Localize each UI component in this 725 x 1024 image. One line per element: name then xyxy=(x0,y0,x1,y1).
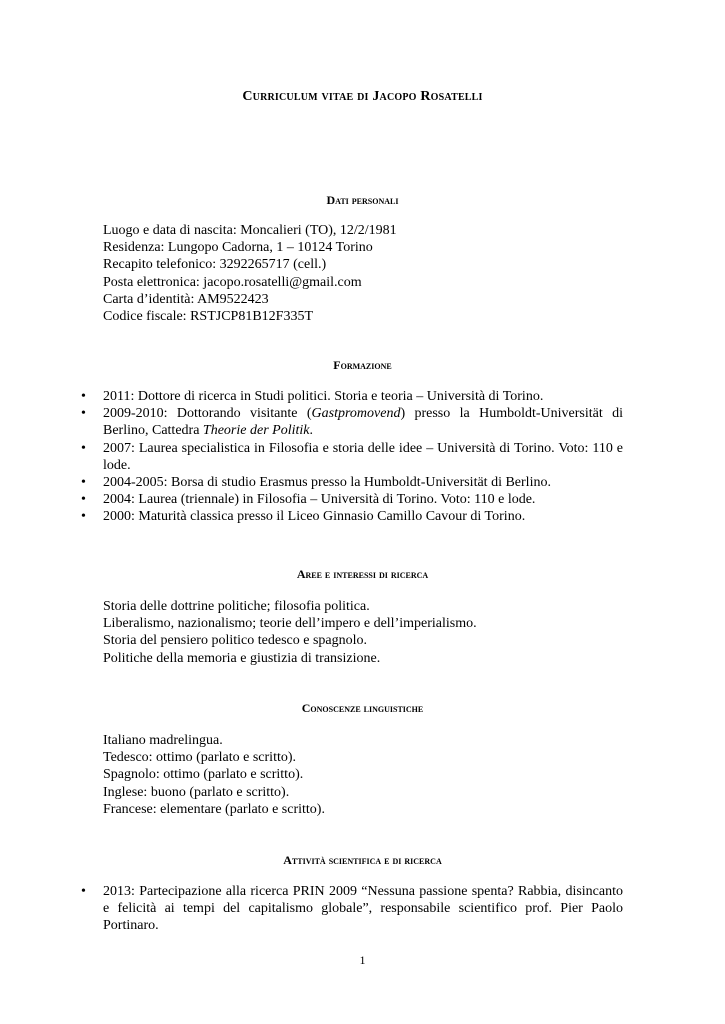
list-item: • 2007: Laurea specialistica in Filosofia e storia delle idee – Università di Torino. Voto: 110 e lode. xyxy=(103,440,623,474)
personal-line: Posta elettronica: jacopo.rosatelli@gmail.com xyxy=(103,274,362,290)
language-line: Tedesco: ottimo (parlato e scritto). xyxy=(103,750,297,766)
education-italic-term: Gastpromovend xyxy=(311,406,401,422)
education-list xyxy=(103,388,623,526)
personal-data-block xyxy=(103,222,623,325)
list-item xyxy=(103,405,623,439)
language-line: Inglese: buono (parlato e scritto). xyxy=(103,784,290,800)
list-item: • 2004-2005: Borsa di studio Erasmus presso la Humboldt-Universität di Berlino. xyxy=(103,474,623,491)
personal-line: Carta d’identità: AM9522423 xyxy=(103,291,269,307)
research-line: Liberalismo, nazionalismo; teorie dell’impero e dell’imperialismo. xyxy=(103,616,477,632)
education-text: ) presso la Humboldt-Universität di Berlino, Cattedra xyxy=(103,406,624,439)
list-item: • 2000: Maturità classica presso il Liceo Ginnasio Camillo Cavour di Torino. xyxy=(103,508,623,525)
list-item: • 2013: Partecipazione alla ricerca PRIN 2009 “Nessuna passione spenta? Rabbia, disincanto e felicità ai tempi del capitalismo globale”, responsabile scientifico prof. Pier Paolo Portinaro. xyxy=(103,883,623,935)
personal-line: Luogo e data di nascita: Moncalieri (TO), 12/2/1981 xyxy=(103,223,397,238)
activity-list xyxy=(103,883,623,935)
page-title: Curriculum vitae di Jacopo Rosatelli xyxy=(242,89,483,104)
education-text: . xyxy=(309,423,313,439)
list-item: • 2011: Dottore di ricerca in Studi politici. Storia e teoria – Università di Torino. xyxy=(103,388,623,405)
personal-line: Residenza: Lungopo Cadorna, 1 – 10124 Torino xyxy=(103,240,373,256)
research-line: Politiche della memoria e giustizia di transizione. xyxy=(103,650,381,666)
research-line: Storia delle dottrine politiche; filosofia politica. xyxy=(103,599,370,614)
section-heading-languages: Conoscenze linguistiche xyxy=(301,701,424,715)
section-heading-education: Formazione xyxy=(333,358,392,372)
language-line: Francese: elementare (parlato e scritto). xyxy=(103,801,325,817)
page-number: 1 xyxy=(359,953,366,967)
education-italic-term: Theorie der Politik xyxy=(202,423,310,439)
personal-line: Codice fiscale: RSTJCP81B12F335T xyxy=(103,309,313,325)
language-line: Italiano madrelingua. xyxy=(103,733,223,748)
section-heading-activity: Attività scientifica e di ricerca xyxy=(283,853,442,867)
language-line: Spagnolo: ottimo (parlato e scritto). xyxy=(103,767,304,783)
list-item: • 2004: Laurea (triennale) in Filosofia – Università di Torino. Voto: 110 e lode. xyxy=(103,491,623,508)
personal-line: Recapito telefonico: 3292265717 (cell.) xyxy=(103,257,327,273)
research-line: Storia del pensiero politico tedesco e spagnolo. xyxy=(103,633,367,649)
section-heading-personal: Dati personali xyxy=(326,193,399,207)
research-block xyxy=(103,598,623,667)
section-heading-research: Aree e interessi di ricerca xyxy=(296,567,429,581)
languages-block xyxy=(103,732,623,818)
education-text: 2009-2010: Dottorando visitante ( xyxy=(103,406,312,422)
